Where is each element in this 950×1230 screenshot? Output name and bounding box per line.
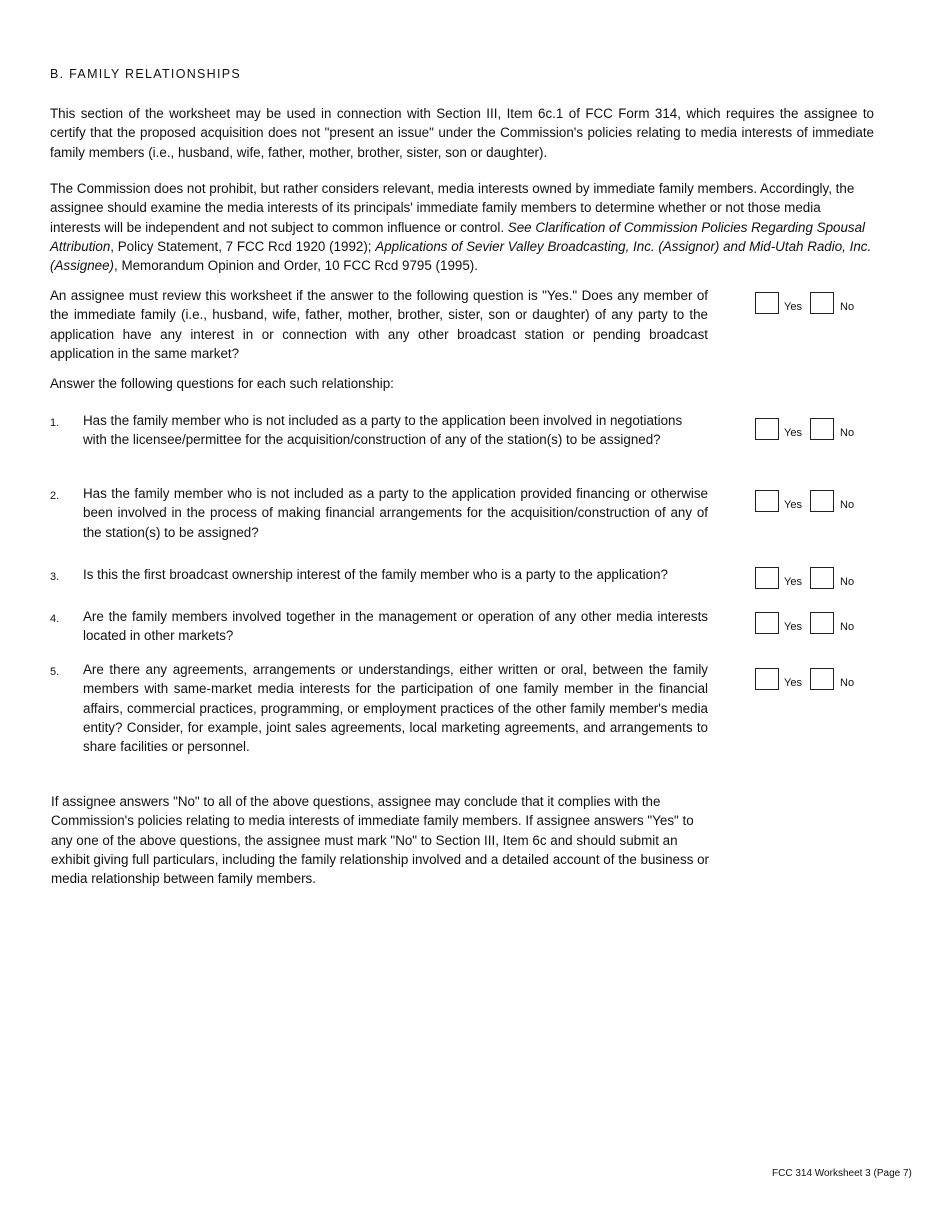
threshold-question: An assignee must review this worksheet if the answer to the following question is "Yes." Does any member of the immediate family (i.e., husband, wife, father, mother, brother, sister, son or daughter) of any party to the application have any interest in or connection with any other broadcast station or pending broadcast application in the same market? [50,288,708,361]
threshold-yes-checkbox[interactable] [755,292,779,314]
yes-label: Yes [784,576,802,588]
no-label: No [840,677,855,689]
question-3-no-checkbox[interactable] [810,567,834,589]
question-1-yes-no [755,418,875,442]
question-2-no-checkbox[interactable] [810,490,834,512]
yes-label: Yes [784,677,802,689]
yes-label: Yes [784,499,802,511]
question-number: 4. [50,613,60,625]
page-footer: FCC 314 Worksheet 3 (Page 7) [772,1168,912,1179]
question-4-yes-no [755,612,875,636]
question-number: 1. [50,417,60,429]
question-5-yes-no [755,668,875,692]
no-label: No [840,301,855,313]
question-number: 5. [50,666,60,678]
question-number: 2. [50,490,60,502]
question-text: Are there any agreements, arrangements or understandings, either written or oral, between the family members with same-market media interests for the participation of one family member in the financial affairs, commercial practices, programming, or employment practices of the other family member's media entity? Consider, for example, joint sales agreements, local marketing agreements, and arrangements to share facilities or personnel. [83,662,708,755]
yes-label: Yes [784,301,802,313]
no-label: No [840,427,855,439]
question-4-no-checkbox[interactable] [810,612,834,634]
question-1-no-checkbox[interactable] [810,418,834,440]
question-5-no-checkbox[interactable] [810,668,834,690]
no-label: No [840,576,855,588]
answer-instructions: Answer the following questions for each such relationship: [50,376,394,391]
question-2-yes-no [755,490,875,514]
conclusion-paragraph: If assignee answers "No" to all of the above questions, assignee may conclude that it complies with the Commission's policies relating to media interests of immediate family members. If assignee answers "Yes" to any one of the above questions, the assignee must mark "No" to Section III, Item 6c and should submit an exhibit giving full particulars, including the family relationship involved and a detailed account of the business or media relationship between family members. [51,794,710,887]
question-text: Is this the first broadcast ownership interest of the family member who is a party to the application? [83,567,669,582]
no-label: No [840,499,855,511]
question-3-yes-no [755,567,875,591]
threshold-yes-no [755,292,875,316]
question-1-yes-checkbox[interactable] [755,418,779,440]
question-text: Has the family member who is not included as a party to the application provided financing or otherwise been involved in the process of making financial arrangements for the acquisition/construction of any of the station(s) to be assigned? [83,486,708,540]
citation-sevier-valley: Applications of Sevier Valley Broadcasting, Inc. (Assignor) and Mid-Utah Radio, Inc. (Assignee) [50,238,872,274]
yes-label: Yes [784,621,802,633]
question-4-yes-checkbox[interactable] [755,612,779,634]
question-5-yes-checkbox[interactable] [755,668,779,690]
commission-text-2: , Policy Statement, 7 FCC Rcd 1920 (1992); [110,238,376,254]
commission-paragraph [50,179,874,275]
question-text: Has the family member who is not included as a party to the application been involved in negotiations with the licensee/permittee for the acquisition/construction of any of the station(s) to be assigned? [83,413,683,448]
threshold-no-checkbox[interactable] [810,292,834,314]
yes-label: Yes [784,427,802,439]
intro-paragraph: This section of the worksheet may be used in connection with Section III, Item 6c.1 of FCC Form 314, which requires the assignee to certify that the proposed acquisition does not "present an issue" under the Commission's policies relating to media interests of immediate family members (i.e., husband, wife, father, mother, brother, sister, son or daughter). [50,106,874,160]
question-3-yes-checkbox[interactable] [755,567,779,589]
commission-text-3: , Memorandum Opinion and Order, 10 FCC Rcd 9795 (1995). [114,258,478,274]
no-label: No [840,621,855,633]
question-text: Are the family members involved together in the management or operation of any other media interests located in other markets? [83,609,708,644]
question-2-yes-checkbox[interactable] [755,490,779,512]
section-heading: B. FAMILY RELATIONSHIPS [50,67,242,81]
question-number: 3. [50,571,60,583]
commission-text-1: The Commission does not prohibit, but rather considers relevant, media interests owned by immediate family members. Accordingly, the assignee should examine the media interests of its principals' immediate family members to determine whether or not those media interests will be independent and not subject to common influence or control. [50,181,855,235]
citation-spousal-attribution: See Clarification of Commission Policies Regarding Spousal Attribution [50,219,866,254]
